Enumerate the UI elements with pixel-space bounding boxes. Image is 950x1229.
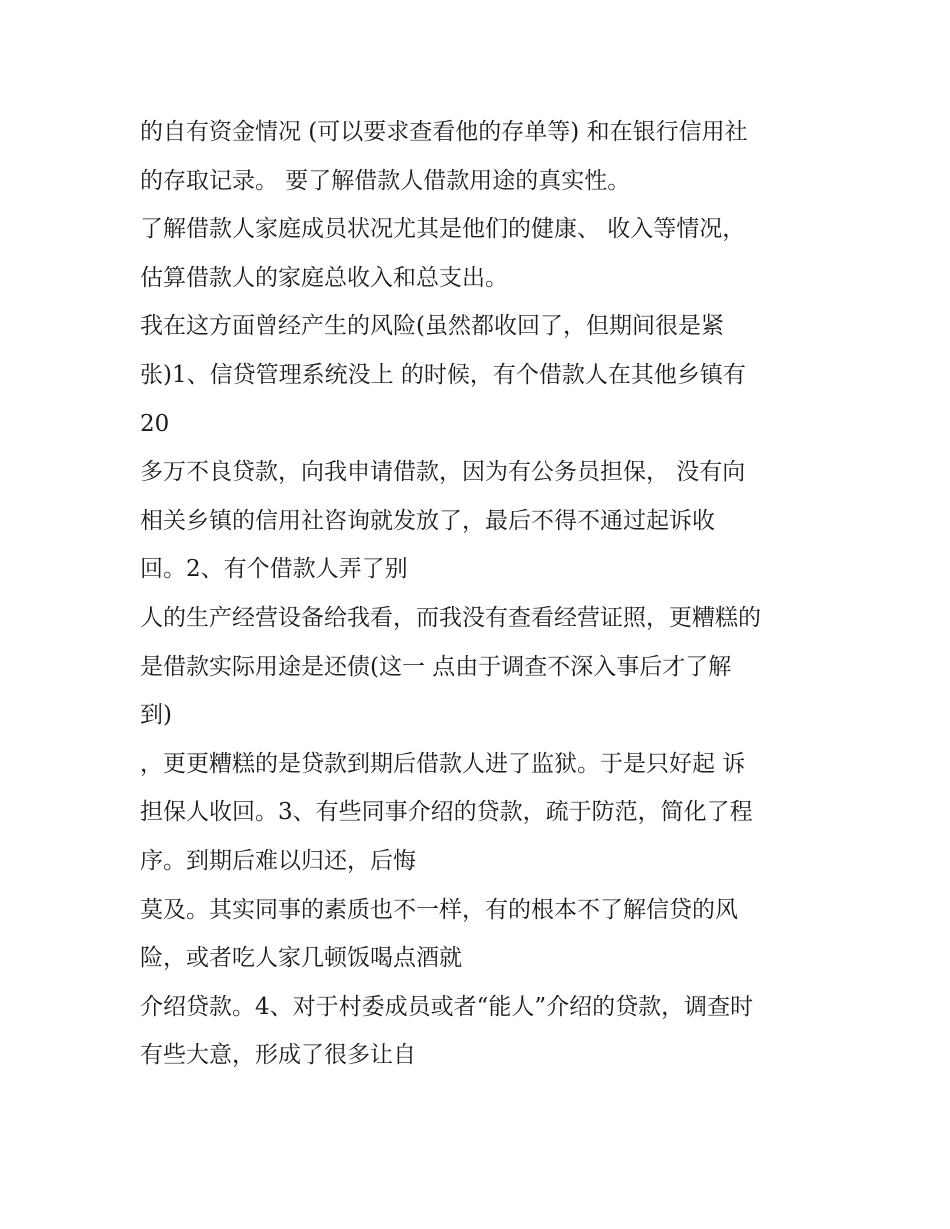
text-line: 担保人收回。3、有些同事介绍的贷款，疏于防范，简化了程 bbox=[140, 799, 753, 826]
body-text bbox=[140, 108, 830, 1080]
text-line: 估算借款人的家庭总收入和总支出。 bbox=[140, 264, 508, 291]
text-line: 20 bbox=[140, 410, 170, 437]
text-line: 有些大意，形成了很多让自 bbox=[140, 1042, 416, 1069]
text-line: 序。到期后难以归还，后悔 bbox=[140, 847, 416, 874]
text-line: 相关乡镇的信用社咨询就发放了，最后不得不通过起诉收 bbox=[140, 507, 715, 534]
text-line: 回。2、有个借款人弄了别 bbox=[140, 556, 408, 583]
text-line: 的自有资金情况 (可以要求查看他的存单等) 和在银行信用社 bbox=[140, 119, 748, 145]
text-line: 介绍贷款。4、对于村委成员或者“能人”介绍的贷款，调查时 bbox=[140, 993, 754, 1020]
text-line: ，更更糟糕的是贷款到期后借款人进了监狱。于是只好起 诉 bbox=[140, 750, 746, 777]
text-line: 的存取记录。 要了解借款人借款用途的真实性。 bbox=[140, 167, 631, 194]
text-line: 我在这方面曾经产生的风险(虽然都收回了，但期间很是紧 bbox=[140, 313, 724, 340]
text-line: 到) bbox=[140, 702, 172, 729]
text-line: 险，或者吃人家几顿饭喝点酒就 bbox=[140, 945, 462, 972]
text-line: 多万不良贷款，向我申请借款，因为有公务员担保， 没有向 bbox=[140, 459, 746, 486]
text-line: 了解借款人家庭成员状况尤其是他们的健康、 收入等情况， bbox=[140, 216, 746, 243]
text-line: 莫及。其实同事的素质也不一样，有的根本不了解信贷的风 bbox=[140, 896, 738, 923]
text-line: 人的生产经营设备给我看，而我没有查看经营证照，更糟糕的 bbox=[140, 604, 761, 631]
text-line: 是借款实际用途是还债(这一 点由于调查不深入事后才了解 bbox=[140, 653, 732, 680]
text-line: 张)1、信贷管理系统没上 的时候，有个借款人在其他乡镇有 bbox=[140, 361, 746, 388]
